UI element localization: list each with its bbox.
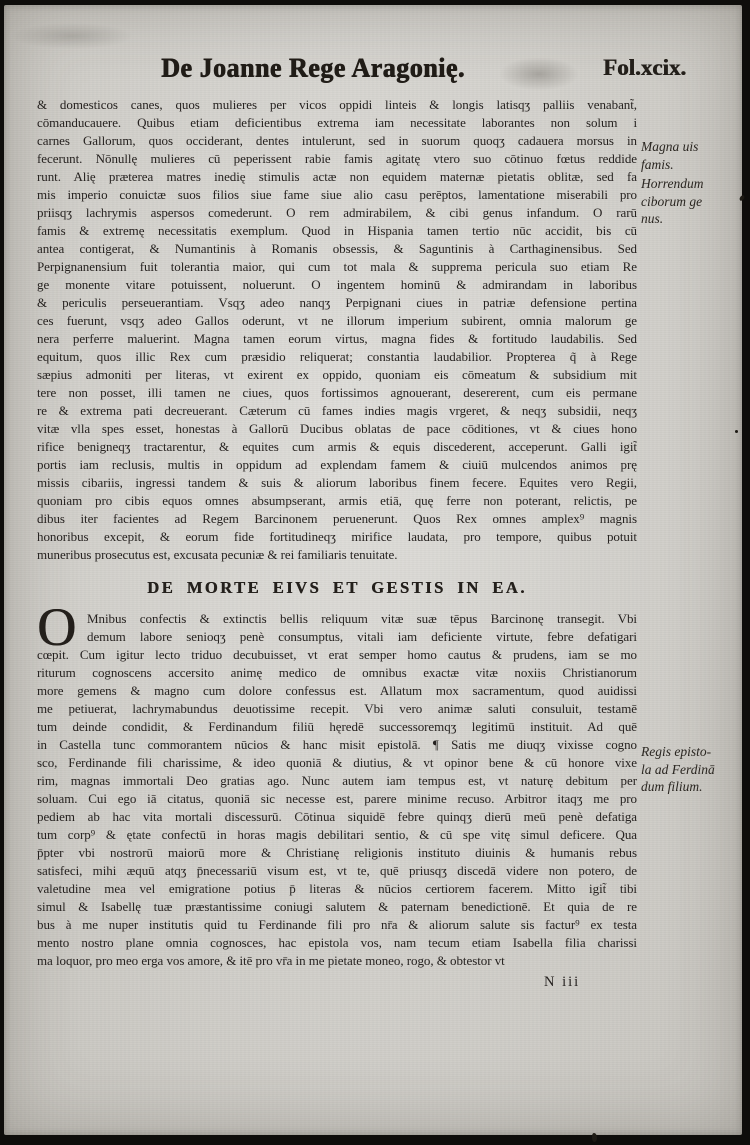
text-line: runt. Alię præterea matres inedię stimulis actæ non equidem maternæ pietatis oblitæ, sed fa (37, 169, 637, 184)
text-line: dibus iter facientes ad Regem Barcinonem peruenerunt. Quos Rex omnes amplex⁹ magnis (37, 511, 637, 526)
scan-shadow (12, 23, 132, 49)
ink-speck (735, 430, 738, 433)
text-line: vitæ vlla spes esset, honestas à Gallorū Ducibus oblatas de pace cōditiones, vt & ciues hono (37, 421, 637, 436)
ink-smudge (499, 57, 579, 91)
text-line: bus à me nuper institutis quid tu Ferdinande fili pro nr̄a & aliorum salute sis factur⁹ ex testa (37, 917, 637, 932)
text-line: dum filium. (641, 779, 703, 794)
text-line: muneribus prosecutus est, excusata pecuniæ & rei familiaris tenuitate. (37, 547, 398, 562)
ink-speck (592, 1133, 597, 1142)
text-line: cœpit. Cum igitur lecto triduo decubuisset, vt erat semper homo cautus & prudens, iam se mo (37, 647, 637, 662)
text-line: sæpius admoniti per literas, vt exirent ex oppido, quoniam eis cōmeatum & subsidium mit (37, 367, 637, 382)
text-line: ma loquor, pro meo erga vos amore, & itē pro vr̄a in me pietate moneo, rogo, & obtestor vt (37, 953, 505, 968)
text-line: equitum, quos illic Rex cum præsidio reliquerat; constantia laudabilior. Propterea q̃ à Rege (37, 349, 637, 364)
paper (4, 5, 742, 1135)
drop-cap-initial: O (37, 597, 76, 657)
text-line: fecerunt. Nōnullę mulieres cū peperissent rabie famis agitatę vtero suo cōtinuo fœtus reddide (37, 151, 637, 166)
text-line: demum labore senioqʒ penè consumptus, vitali iam deficiente virtute, febre defatigari (87, 629, 637, 644)
text-line: ces fuerunt, vsqʒ adeo Gallos oderunt, vt ne illorum imperium subirent, omnia malorum ge (37, 313, 637, 328)
text-line: honoribus excepit, & eorum fide fortitudineqʒ mirifice laudata, pro tempore, quibus potuit (37, 529, 637, 544)
text-line: missis cibariis, ingressi tandem & suis & aliorum laboribus finem fecere. Equites vero Regii, (37, 475, 637, 490)
text-line: pediem ab hac vita mortali discessurū. Cōtinua siquidē febre quinqʒ dierū meū penè defatiga (37, 809, 637, 824)
paragraph-famine (37, 96, 637, 564)
folio-number: Fol.xcix. (602, 55, 686, 80)
section-heading: DE MORTE EIVS ET GESTIS IN EA. (147, 578, 527, 597)
text-line: more gemens & magno cum dolore confessus est. Allatum mox sacramentum, quod auidissi (37, 683, 637, 698)
text-line: tere non posset, illi tamen ne ciues, quos fortissimos agnouerant, desererent, cum eis permane (37, 385, 637, 400)
text-line: simul & Isabellę tuæ præstantissime coniugi salutem & paternam benedictionē. Et quia de re (37, 899, 637, 914)
text-line: mis imperio conuictæ suos filios siue fame siue alio casu perēptos, lamentatione miserabili pro (37, 187, 637, 202)
text-line: mento nostro plane omnia cognosces, hac epistola vos, nam tecum etiam Isabella filia charissi (37, 935, 637, 950)
text-line: tum corp⁹ & ętate confectū in horas magis debilitari sentio, & cū spe vitę simul deficere. Qua (37, 827, 637, 842)
body-text (37, 96, 637, 970)
text-line: nus. (641, 211, 664, 226)
margin-note-royal-letter (641, 743, 747, 796)
paragraph-death-of-king (37, 597, 637, 970)
text-line: re & extrema pati decreuerant. Cæterum cū fames indies magis vrgeret, & neqʒ subsidii, neqʒ (37, 403, 637, 418)
text-line: me petiuerat, lachrymabundus deuotissime recepit. Vbi vero animæ saluti consuluit, testamē (37, 701, 637, 716)
text-line: & domesticos canes, quos mulieres per vicos oppidi linteis & longis latisqʒ palliis venabant̃, (37, 97, 637, 112)
text-line: famis & extremę necessitatis exemplum. Quod in Hispania tamen tertio nūc accidit, bis cū (37, 223, 637, 238)
text-line: nera perferre maluerint. Magna tamen eorum virtus, magna fides & fortitudo laudabilis. Sed (37, 331, 637, 346)
text-line: antea contigerat, & Numantinis à Romanis obsessis, & Saguntinis à Carthaginensibus. Sed (37, 241, 637, 256)
margin-note-famine (641, 138, 747, 173)
text-line: carnes Gallorum, quos occiderant, dentes intulerunt, sed in suorum quoqʒ cadauera morsus in (37, 133, 637, 148)
margin-note-horrid-food (641, 175, 747, 228)
text-line: Regis episto- (641, 744, 712, 759)
text-line: rim, magnas immortali Deo gratias ago. Nunc autem iam tempus est, vt naturę debitum per (37, 773, 637, 788)
text-line: tum deinde condidit, & Ferdinandum filiū hęredē successoremqʒ legitimū instituit. Ad quē (37, 719, 637, 734)
signature-mark: N iii (544, 974, 581, 990)
text-line: satisfeci, mihi æquū atqʒ p̄necessariū visum est, vt te, quē priusqʒ discedā videre non potero, de (37, 863, 637, 878)
text-line: ge monente vitare potuissent, noluerunt. O ingentem hominū & admirandam in laboribus (37, 277, 637, 292)
text-line: soluam. Cui ego iā citatus, quoniā sic necesse est, parere minime recuso. Arbitror itaqʒ me pro (37, 791, 637, 806)
text-line: valetudine mea vel emigratione potius p̄ literas & nūcios certiorem facerem. Mitto igit̃ tibi (37, 881, 637, 896)
text-line: Horrendum (641, 176, 704, 191)
text-line: priisqʒ lachrymis aspersos comederunt. O rem admirabilem, & cibi genus infandum. O rarū (37, 205, 637, 220)
text-line: in Castella tunc commorantem nūcios & hanc misit epistolā. ¶ Satis me diuqʒ vixisse cogno (37, 737, 637, 752)
text-line: & periculis perseuerantiam. Vsqʒ adeo nanqʒ Perpignani ciues in patriæ defensione pertina (37, 295, 637, 310)
text-line: famis. (641, 156, 674, 172)
text-line: Perpignanensium fuit tolerantia maior, qui cum tot mala & supprema pericula suo etiam Re (37, 259, 637, 274)
text-line: la ad Ferdinā (641, 761, 715, 777)
text-line: ciborum ge (641, 193, 703, 209)
text-line: Mnibus confectis & extinctis bellis reliquum vitæ suæ tēpus Barcinonę transegit. Vbi (87, 611, 637, 626)
running-header-title: De Joanne Rege Aragonię. (161, 52, 465, 83)
text-line: cōmanducauere. Quibus etiam deficientibus extrema iam necessitate laborantes non solum i (37, 115, 637, 130)
text-line: rifice benigneqʒ tractarentur, & equites cum armis & equis discederent, acceperunt. Galli igit̃ (37, 439, 637, 454)
text-line: sco, Ferdinande fili charissime, & ideo quoniā & diutius, & vt opinor bene & cū honore vixe (37, 755, 637, 770)
text-line: portis iam reclusis, multis in oppidum ad explendam famem & ciuiū mulcendos animos prę (37, 457, 637, 472)
text-line: riturum cognoscens accersito animę medico de omnibus exactæ vitæ noxiis Christianorum (37, 665, 637, 680)
text-line: p̄pter vbi nostrorū maiorū more & Christianę religionis instituto diuinis & humanis rebus (37, 845, 637, 860)
text-line: quoniam pro cibis equos omnes absumpserant, armis etiā, quę ferre non poterant, relictis, pe (37, 493, 637, 508)
text-line: Magna uis (641, 139, 699, 154)
